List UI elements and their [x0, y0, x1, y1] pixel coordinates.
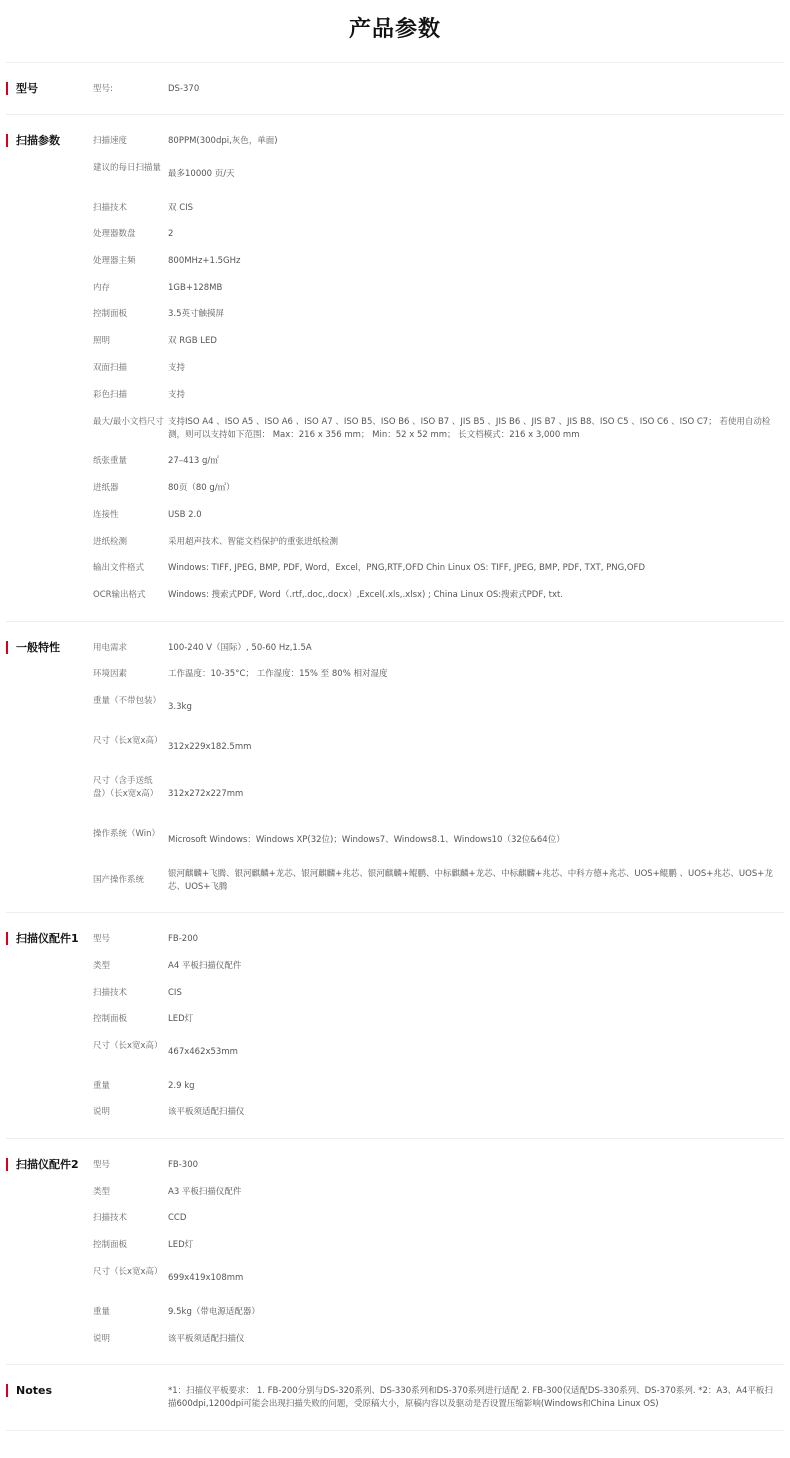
spec-label: 类型 — [93, 961, 111, 971]
spec-label: 控制面板 — [93, 309, 128, 319]
spec-value: 1GB+128MB — [168, 283, 223, 293]
spec-value: USB 2.0 — [168, 510, 202, 520]
spec-value: 双 CIS — [168, 203, 194, 213]
spec-value: 3.5英寸触摸屏 — [168, 309, 225, 319]
spec-value: 312x272x227mm — [168, 789, 244, 799]
spec-value: 采用超声技术、智能文档保护的重张进纸检测 — [168, 537, 339, 547]
section-title-model: 型号 — [6, 82, 38, 95]
spec-label: 处理器数盘 — [93, 229, 136, 239]
spec-label: 扫描技术 — [93, 1213, 128, 1223]
divider — [6, 1364, 784, 1365]
spec-label: 内存 — [93, 283, 111, 293]
spec-label: 纸张重量 — [93, 456, 128, 466]
section-title-general: 一般特性 — [6, 641, 60, 654]
spec-value: 银河麒麟+飞腾、银河麒麟+龙芯、银河麒麟+兆芯、银河麒麟+鲲鹏、中标麒麟+龙芯、中标麒麟+兆芯、中科方德+兆芯、UOS+鲲鹏 、UOS+兆芯、UOS+龙芯、UOS+飞腾 — [168, 869, 773, 892]
spec-value: LED灯 — [168, 1014, 194, 1024]
spec-value: 80PPM(300dpi,灰色，单面) — [168, 136, 278, 146]
spec-value: 工作温度：10-35°C； 工作湿度：15% 至 80% 相对湿度 — [168, 669, 388, 679]
page-title: 产品参数 — [348, 17, 441, 42]
spec-value: 该平板须适配扫描仪 — [168, 1334, 245, 1344]
spec-value: FB-300 — [168, 1160, 199, 1170]
spec-label: OCR输出格式 — [93, 590, 146, 600]
spec-label: 尺寸（含手送纸盘）（长x宽x高） — [93, 776, 159, 799]
spec-value: A3 平板扫描仪配件 — [168, 1187, 242, 1197]
spec-label: 尺寸（长x宽x高） — [93, 1267, 163, 1277]
spec-value: Windows: 搜索式PDF, Word（.rtf,.doc,.docx）,Excel(.xls,.xlsx) ; China Linux OS:搜索式PDF, txt. — [168, 590, 564, 600]
spec-label: 尺寸（长x宽x高） — [93, 736, 163, 746]
spec-label: 扫描技术 — [93, 988, 128, 998]
spec-value: 2 — [168, 229, 174, 239]
spec-label: 扫描速度 — [93, 136, 128, 146]
spec-value: 100-240 V（国际）, 50-60 Hz,1.5A — [168, 643, 312, 653]
spec-label: 最大/最小文档尺寸 — [93, 417, 164, 427]
spec-value: 2.9 kg — [168, 1081, 195, 1091]
spec-label: 重量 — [93, 1307, 111, 1317]
spec-label: 双面扫描 — [93, 363, 128, 373]
spec-label: 控制面板 — [93, 1240, 128, 1250]
spec-value: Windows: TIFF, JPEG, BMP, PDF, Word，Excel，PNG,RTF,OFD Chin Linux OS: TIFF, JPEG, BMP, PDF, TXT, PNG,OFD — [168, 563, 645, 573]
divider — [6, 1138, 784, 1139]
divider — [6, 114, 784, 115]
spec-label: 国产操作系统 — [93, 875, 145, 885]
spec-value: 9.5kg（带电源适配器） — [168, 1307, 260, 1317]
spec-value: 该平板须适配扫描仪 — [168, 1107, 245, 1117]
spec-value: 支持ISO A4 、ISO A5 、ISO A6 、ISO A7 、ISO B5、ISO B6 、ISO B7 、JIS B5 、JIS B6 、JIS B7 、JIS B8、ISO C5 、ISO C6 、ISO C7； 若使用自动检测，则可以支持如下范围： Max：216 x 356 mm； Min：52 x 52 mm； 长文档模式：216 x 3,000 mm — [168, 417, 771, 440]
spec-value: CIS — [168, 988, 182, 998]
spec-label: 照明 — [93, 336, 111, 346]
spec-label: 连接性 — [93, 510, 119, 520]
spec-label: 进纸器 — [93, 483, 119, 493]
spec-label: 重量（不带包装） — [93, 696, 162, 706]
spec-label: 说明 — [93, 1107, 111, 1117]
spec-value: A4 平板扫描仪配件 — [168, 961, 242, 971]
spec-label: 型号: — [93, 84, 113, 94]
spec-label: 型号 — [93, 934, 111, 944]
spec-value: 80页（80 g/㎡） — [168, 483, 235, 493]
spec-label: 说明 — [93, 1334, 111, 1344]
spec-value: LED灯 — [168, 1240, 194, 1250]
spec-value: 27–413 g/㎡ — [168, 456, 219, 466]
spec-label: 彩色扫描 — [93, 390, 128, 400]
spec-label: 环境因素 — [93, 669, 128, 679]
spec-value: CCD — [168, 1213, 187, 1223]
divider — [6, 912, 784, 913]
spec-label: 建议的每日扫描量 — [93, 163, 162, 173]
section-title-accessory-2: 扫描仪配件2 — [6, 1158, 79, 1171]
spec-label: 扫描技术 — [93, 203, 128, 213]
divider — [6, 621, 784, 622]
spec-value: 支持 — [168, 390, 186, 400]
spec-value: Microsoft Windows：Windows XP(32位)；Windows7、Windows8.1、Windows10（32位&64位） — [168, 835, 565, 845]
spec-label: 进纸检测 — [93, 537, 128, 547]
spec-label: 重量 — [93, 1081, 111, 1091]
spec-value: 最多10000 页/天 — [168, 169, 235, 179]
spec-label: 控制面板 — [93, 1014, 128, 1024]
spec-label: 类型 — [93, 1187, 111, 1197]
spec-value: 双 RGB LED — [168, 336, 217, 346]
spec-value: DS-370 — [168, 84, 200, 94]
section-title-scan-params: 扫描参数 — [6, 134, 60, 147]
divider — [6, 62, 784, 63]
spec-value: 312x229x182.5mm — [168, 742, 252, 752]
section-title-notes: Notes — [6, 1384, 52, 1397]
spec-label: 处理器主频 — [93, 256, 136, 266]
spec-value: 699x419x108mm — [168, 1273, 244, 1283]
spec-value: 467x462x53mm — [168, 1047, 238, 1057]
spec-value: 3.3kg — [168, 702, 192, 712]
section-title-accessory-1: 扫描仪配件1 — [6, 932, 79, 945]
spec-label: 型号 — [93, 1160, 111, 1170]
spec-label: 尺寸（长x宽x高） — [93, 1041, 163, 1051]
spec-value: 800MHz+1.5GHz — [168, 256, 241, 266]
divider — [6, 1430, 784, 1431]
spec-label: 操作系统（Win） — [93, 829, 160, 839]
spec-value: 支持 — [168, 363, 186, 373]
spec-label: 输出文件格式 — [93, 563, 145, 573]
spec-value: FB-200 — [168, 934, 199, 944]
notes-text: *1：扫描仪平板要求： 1. FB-200分别与DS-320系列、DS-330系列和DS-370系列进行适配 2. FB-300仅适配DS-330系列、DS-370系列. *2：A3、A4平板扫描600dpi,1200dpi可能会出现扫描失败的问题，受原稿大小，原稿内容以及驱动是否设置压缩影响(Windows和China Linux OS) — [168, 1386, 773, 1409]
spec-label: 用电需求 — [93, 643, 128, 653]
